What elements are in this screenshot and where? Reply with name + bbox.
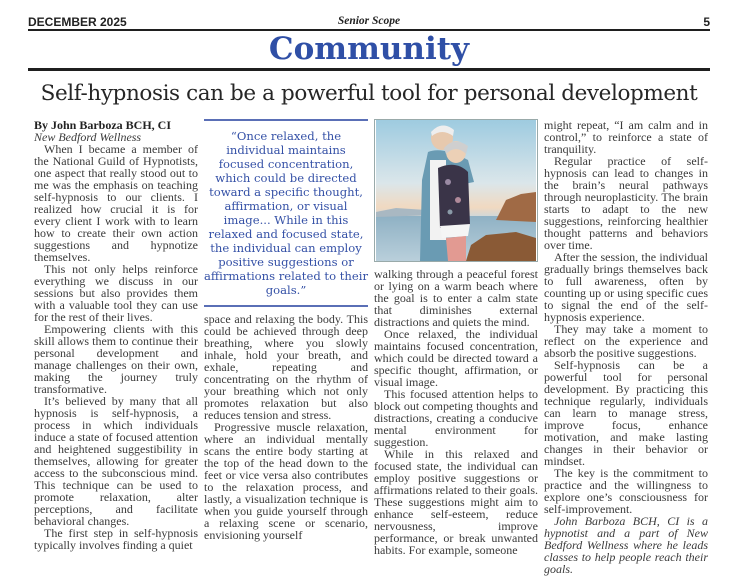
- paragraph: Self-hypnosis can be a powerful tool for personal development. By practicing this technique regularly, individuals can learn to manage stress, improve focus, enhance motivation, and make lasting changes in their behavior or mindset.: [544, 358, 708, 468]
- publication-name: Senior Scope: [337, 15, 401, 27]
- article-column-4: [544, 119, 708, 575]
- article-column-2: [204, 119, 368, 541]
- paragraph: space and relaxing the body. This could be achieved through deep breathing, where you slowly inhale, hold your breath, and exhale, repeating and concentrating on the rhythm of your breathing which not only promotes relaxation but also reduces tension and stress.: [204, 312, 368, 422]
- paragraph: Empowering clients with this skill allows them to continue their personal development and manage challenges on their own, making the journey truly transformative.: [34, 322, 198, 396]
- author-bio: John Barboza BCH, CI is a hypnotist and a part of New Bedford Wellness where he leads classes to help people reach their goals.: [544, 514, 708, 576]
- paragraph: might repeat, “I am calm and in control,” to reinforce a state of tranquility.: [544, 118, 708, 156]
- byline-author: By John Barboza BCH, CI: [34, 118, 172, 132]
- paragraph: After the session, the individual gradually brings themselves back to full awareness, often by counting up or using specific cues to signal the end of the self-hypnosis experience.: [544, 250, 708, 324]
- section-rule: [28, 68, 710, 71]
- paragraph: It’s believed by many that all hypnosis is self-hypnosis, a process in which individuals induce a state of focused attention and heightened suggestibility in themselves, allowing for greater access to the subconscious mind. This technique can be used to promote relaxation, alter perceptions, and facilitate behavioral changes.: [34, 394, 198, 528]
- section-title: Community: [268, 31, 470, 67]
- paragraph: Once relaxed, the individual maintains focused concentration, which could be directed toward a specific thought, affirmation, or visual image.: [374, 327, 538, 389]
- paragraph: This not only helps reinforce everything we discuss in our sessions but also provides them with a valuable tool they can use for the rest of their lives.: [34, 262, 198, 324]
- article-headline: Self-hypnosis can be a powerful tool for personal development: [40, 81, 698, 106]
- byline-affiliation: New Bedford Wellness: [34, 130, 142, 144]
- paragraph: While in this relaxed and focused state, the individual can employ positive suggestions or affirmations related to their goals. These suggestions might aim to enhance self-esteem, reduce nervousness, improve performance, or break unwanted habits. For example, someone: [374, 447, 538, 557]
- page-number: 5: [703, 15, 710, 29]
- article-column-3: [374, 119, 538, 556]
- paragraph: When I became a member of the National Guild of Hypnotists, one aspect that really stood out to me was the emphasis on teaching self-hypnosis to our clients. I realized how crucial it is for every client I work with to learn how to create their own action suggestions and hypnotize themselves.: [34, 142, 198, 264]
- masthead: [28, 10, 710, 30]
- paragraph: walking through a peaceful forest or lying on a warm beach where the goal is to enter a calm state that diminishes external distractions and quiets the mind.: [374, 267, 538, 329]
- article-column-1: [34, 119, 198, 551]
- pull-quote-text: “Once relaxed, the individual maintains focused concentration, which could be directed toward a specific thought, affirmation, or visual image... While in this relaxed and focused state, the individual can employ positive suggestions or affirmations related to their goals.”: [204, 129, 368, 297]
- pull-quote: [204, 119, 368, 307]
- couple-at-seaside-photo: [374, 119, 538, 262]
- photo-illustration: [375, 120, 537, 261]
- paragraph: This focused attention helps to block out competing thoughts and distractions, creating a conducive mental environment for suggestion.: [374, 387, 538, 449]
- paragraph: The key is the commitment to practice and the willingness to explore one’s consciousness for self-improvement.: [544, 466, 708, 516]
- paragraph: Progressive muscle relaxation, where an individual mentally scans the entire body starting at the top of the head down to the feet or vice versa also contributes to the relaxation process, and lastly, a visualization technique is when you guide yourself through a relaxing scene or scenario, envisioning yourself: [204, 420, 368, 542]
- paragraph: Regular practice of self-hypnosis can lead to changes in the brain’s neural pathways through neuroplasticity. The brain starts to adapt to the new suggestions, reinforcing healthier thought patterns and behaviors over time.: [544, 154, 708, 252]
- article-body: [34, 119, 708, 576]
- paragraph: They may take a moment to reflect on the experience and absorb the positive suggestions.: [544, 322, 708, 360]
- paragraph: The first step in self-hypnosis typically involves finding a quiet: [34, 526, 198, 552]
- issue-date: DECEMBER 2025: [28, 15, 127, 29]
